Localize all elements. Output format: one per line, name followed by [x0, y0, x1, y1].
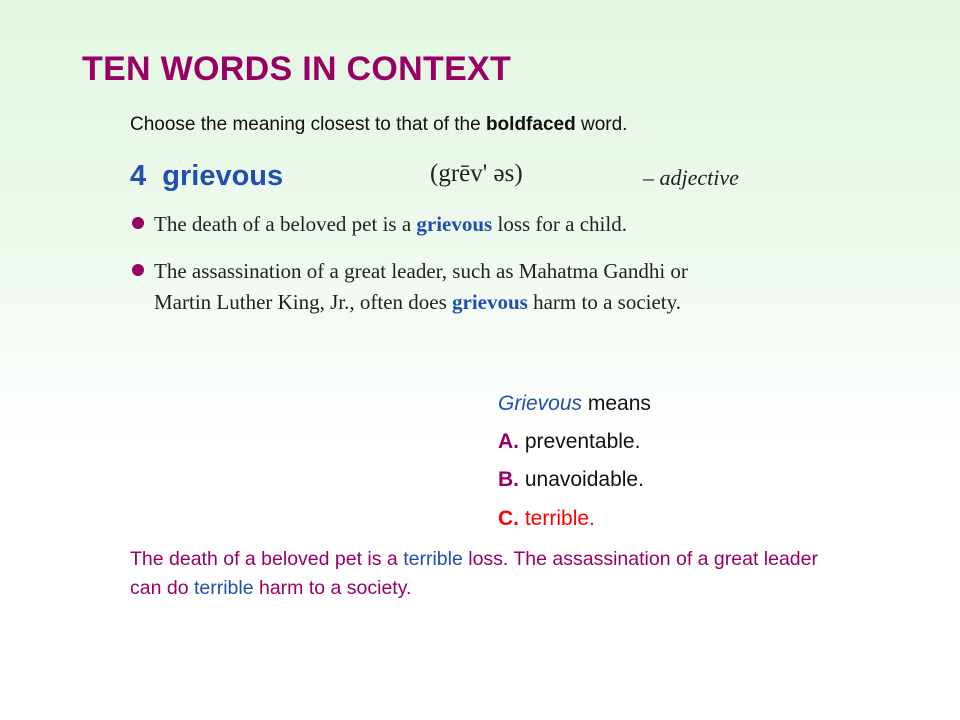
- answer-option-a[interactable]: [498, 430, 640, 454]
- explanation-part: loss. The assassination of a great leader can do: [130, 548, 818, 599]
- question-prompt: [498, 392, 651, 416]
- sentence-text: loss for a child.: [492, 212, 627, 236]
- sentence-text: harm to a society.: [527, 290, 682, 314]
- option-text: terrible.: [524, 507, 595, 530]
- vocab-word-heading: [130, 160, 283, 193]
- pronunciation: (grēv' əs): [430, 160, 523, 187]
- keyword: grievous: [452, 290, 528, 314]
- option-text: preventable.: [524, 430, 641, 453]
- word-number: 4: [130, 160, 147, 192]
- instruction-bold: boldfaced: [485, 114, 576, 135]
- option-letter: B.: [498, 468, 519, 491]
- instruction-before: Choose the meaning closest to that of the: [130, 114, 486, 135]
- answer-option-c-correct[interactable]: [498, 507, 595, 531]
- vocab-word: grievous: [162, 160, 284, 192]
- explanation-text: [130, 545, 850, 603]
- instruction-after: word.: [575, 114, 628, 135]
- question-means: means: [582, 392, 651, 415]
- part-of-speech: – adjective: [643, 165, 739, 190]
- option-text: unavoidable.: [524, 468, 644, 491]
- explanation-highlight: terrible: [193, 577, 254, 599]
- example-sentence-2: [132, 256, 852, 318]
- sentence-continuation: [132, 287, 852, 318]
- explanation-highlight: terrible: [403, 548, 463, 570]
- question-word: Grievous: [498, 392, 583, 415]
- sentence-text: The assassination of a great leader, such as Mahatma Gandhi or: [154, 259, 688, 283]
- page-title: TEN WORDS IN CONTEXT: [82, 50, 512, 88]
- bullet-icon: [132, 217, 144, 229]
- option-letter: A.: [498, 430, 519, 453]
- sentence-text: The death of a beloved pet is a: [154, 212, 417, 236]
- bullet-icon: [132, 264, 144, 276]
- instruction-text: [130, 114, 627, 136]
- explanation-part: The death of a beloved pet is a: [130, 548, 404, 570]
- sentence-text: Martin Luther King, Jr., often does: [154, 290, 453, 314]
- option-letter: C.: [498, 507, 519, 530]
- explanation-part: harm to a society.: [253, 577, 412, 599]
- answer-option-b[interactable]: [498, 468, 644, 492]
- example-sentence-1: [132, 209, 852, 240]
- keyword: grievous: [416, 212, 493, 236]
